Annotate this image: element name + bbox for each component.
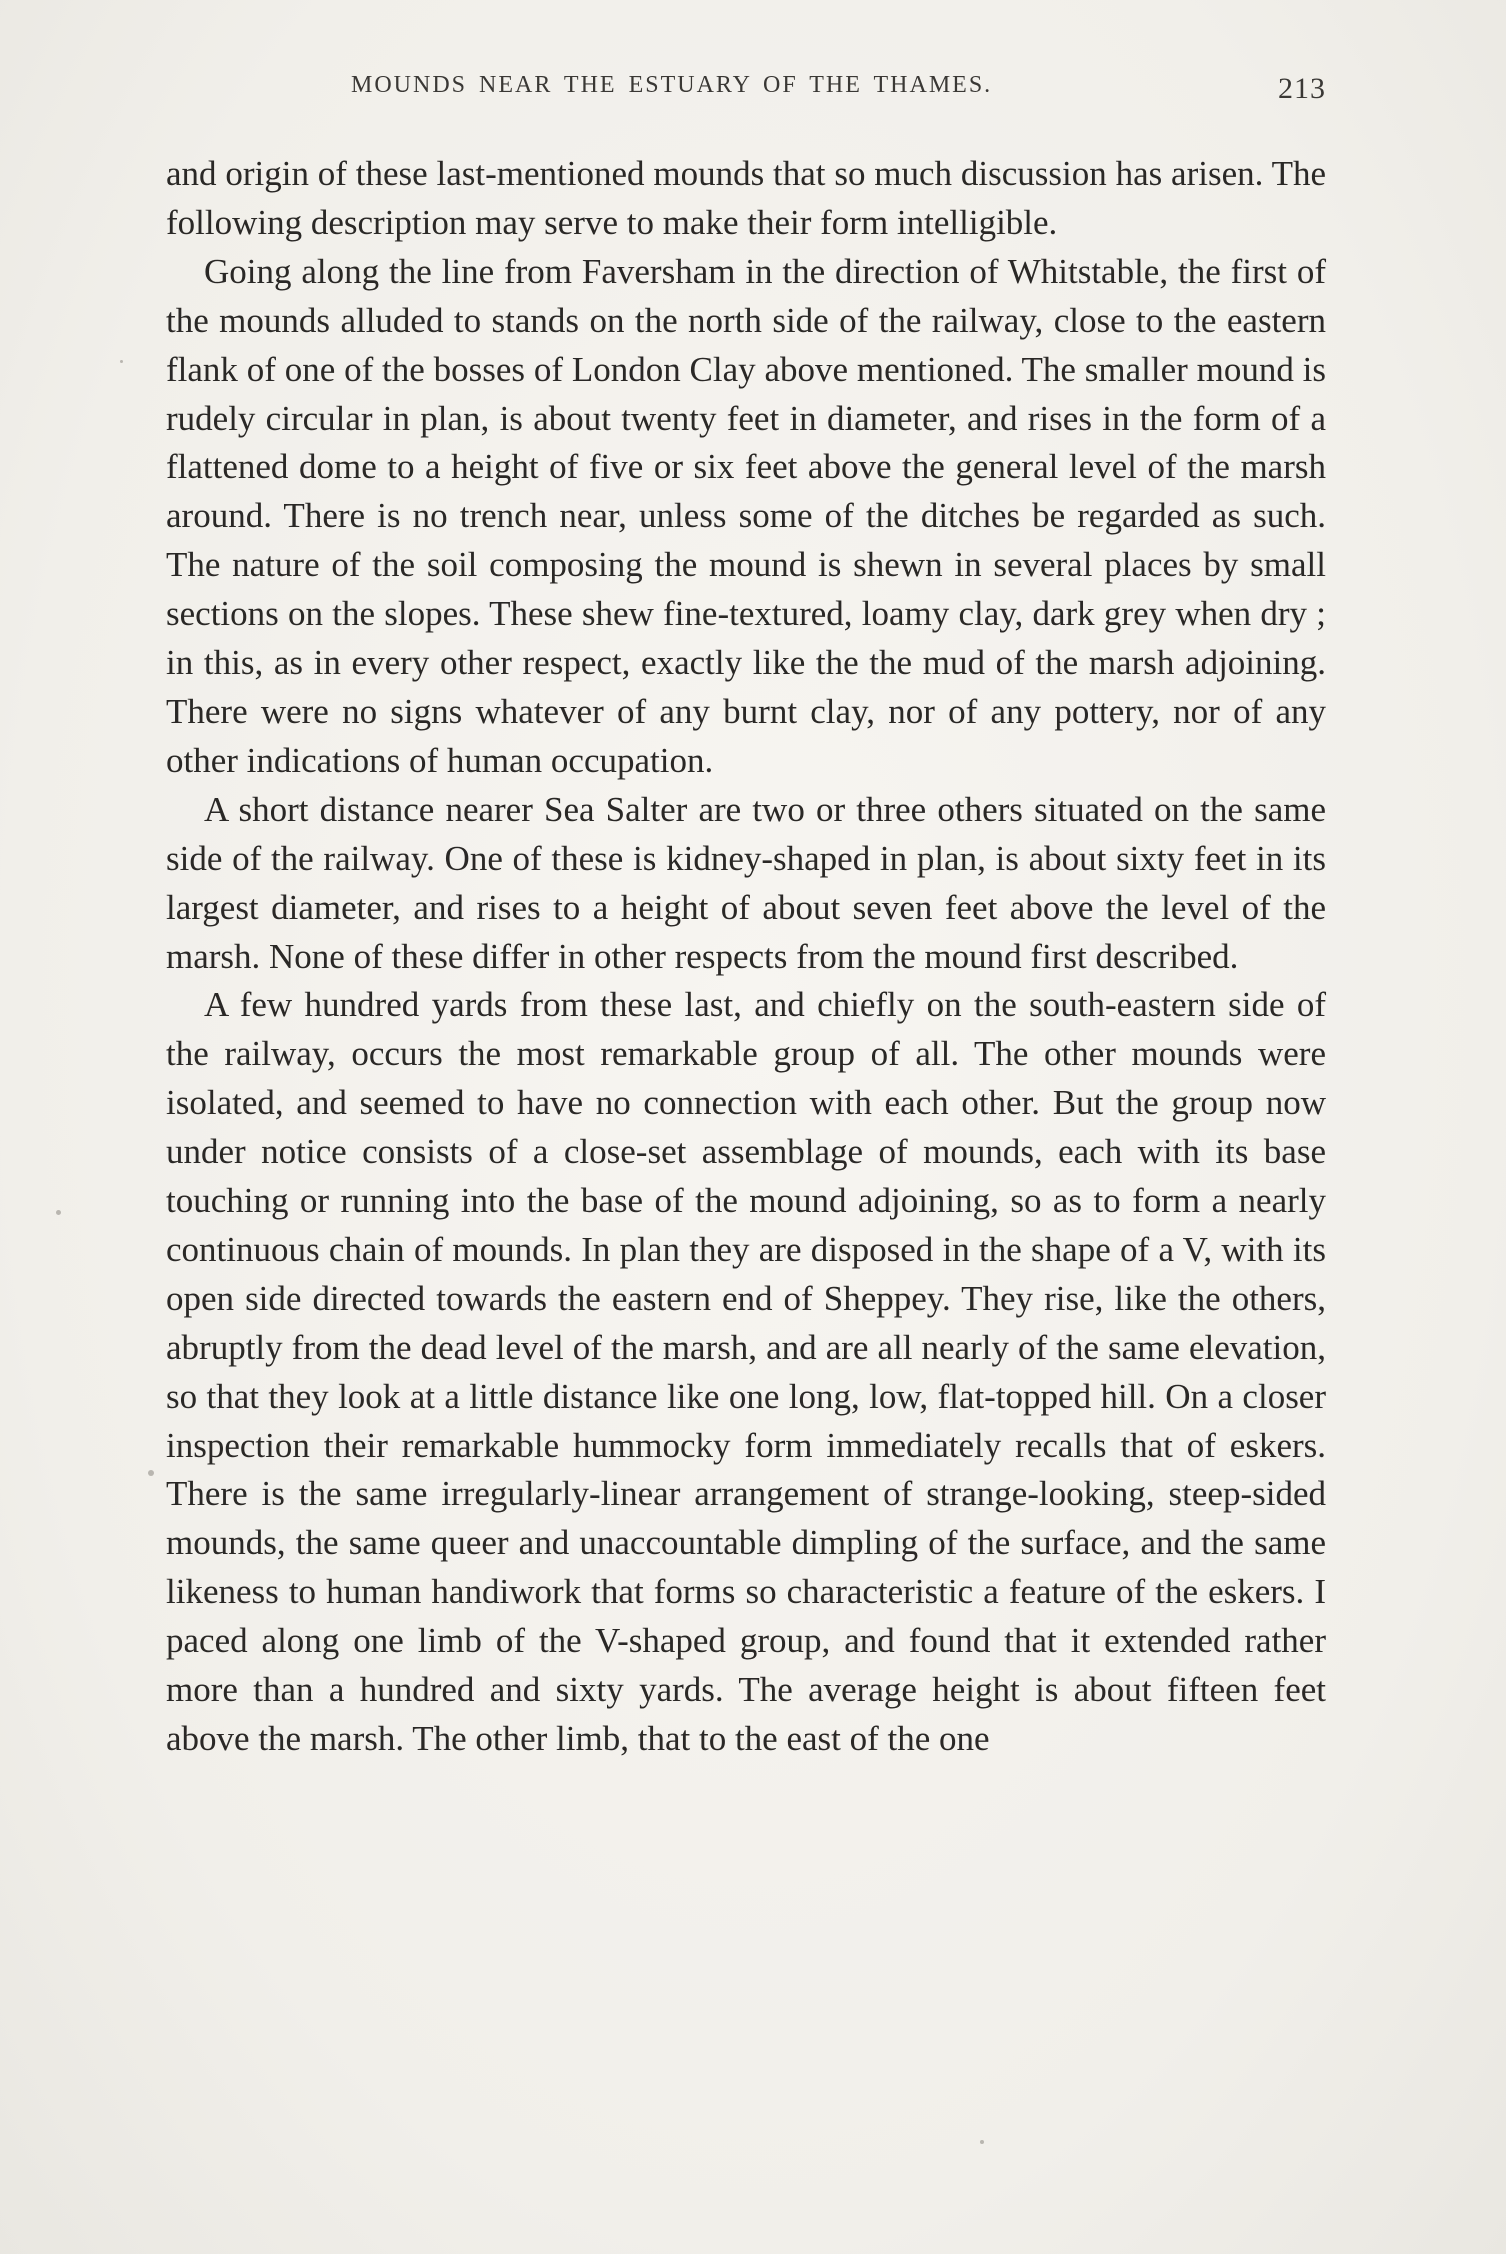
paragraph: A short distance nearer Sea Salter are two or three others situated on the same side of the railway. One of these is kidney-shaped in plan, is about sixty feet in its largest diameter, and rises to a height of about seven feet above the level of the marsh. None of these differ in other respects from the mound first described. [166, 789, 1326, 976]
page-number: 213 [1278, 72, 1326, 105]
paper-speck [980, 2140, 984, 2144]
paragraph: and origin of these last-mentioned mounds that so much discussion has arisen. The following description may serve to make their form intelligible. [166, 154, 1326, 242]
paper-speck [148, 1470, 154, 1476]
paragraph: A few hundred yards from these last, and chiefly on the south-eastern side of the railway, occurs the most remarkable group of all. The other mounds were isolated, and seemed to have no connection with each other. But the group now under notice consists of a close-set assemblage of mounds, each with its base touching or running into the base of the mound adjoining, so as to form a nearly continuous chain of mounds. In plan they are disposed in the shape of a V, with its open side directed towards the eastern end of Sheppey. They rise, like the others, abruptly from the dead level of the marsh, and are all nearly of the same elevation, so that they look at a little distance like one long, low, flat-topped hill. On a closer inspection their remarkable hummocky form immediately recalls that of eskers. There is the same irregularly-linear arrangement of strange-looking, steep-sided mounds, the same queer and unaccountable dimpling of the surface, and the same likeness to human handiwork that forms so characteristic a feature of the eskers. I paced along one limb of the V-shaped group, and found that it extended rather more than a hundred and sixty yards. The average height is about fifteen feet above the marsh. The other limb, that to the east of the one [166, 985, 1326, 1758]
paper-speck [120, 360, 123, 363]
paragraph: Going along the line from Faversham in the direction of Whitstable, the first of the mounds alluded to stands on the north side of the railway, close to the eastern flank of one of the bosses of London Clay above mentioned. The smaller mound is rudely circular in plan, is about twenty feet in diameter, and rises in the form of a flattened dome to a height of five or six feet above the general level of the marsh around. There is no trench near, unless some of the ditches be regarded as such. The nature of the soil composing the mound is shewn in several places by small sections on the slopes. These shew fine-textured, loamy clay, dark grey when dry ; in this, as in every other respect, exactly like the the mud of the marsh adjoining. There were no signs whatever of any burnt clay, nor of any pottery, nor of any other indications of human occupation. [166, 251, 1326, 780]
running-title: MOUNDS NEAR THE ESTUARY OF THE THAMES. [351, 72, 993, 98]
body-text [166, 150, 1326, 1764]
running-head [166, 72, 1326, 112]
paper-speck [56, 1210, 61, 1215]
